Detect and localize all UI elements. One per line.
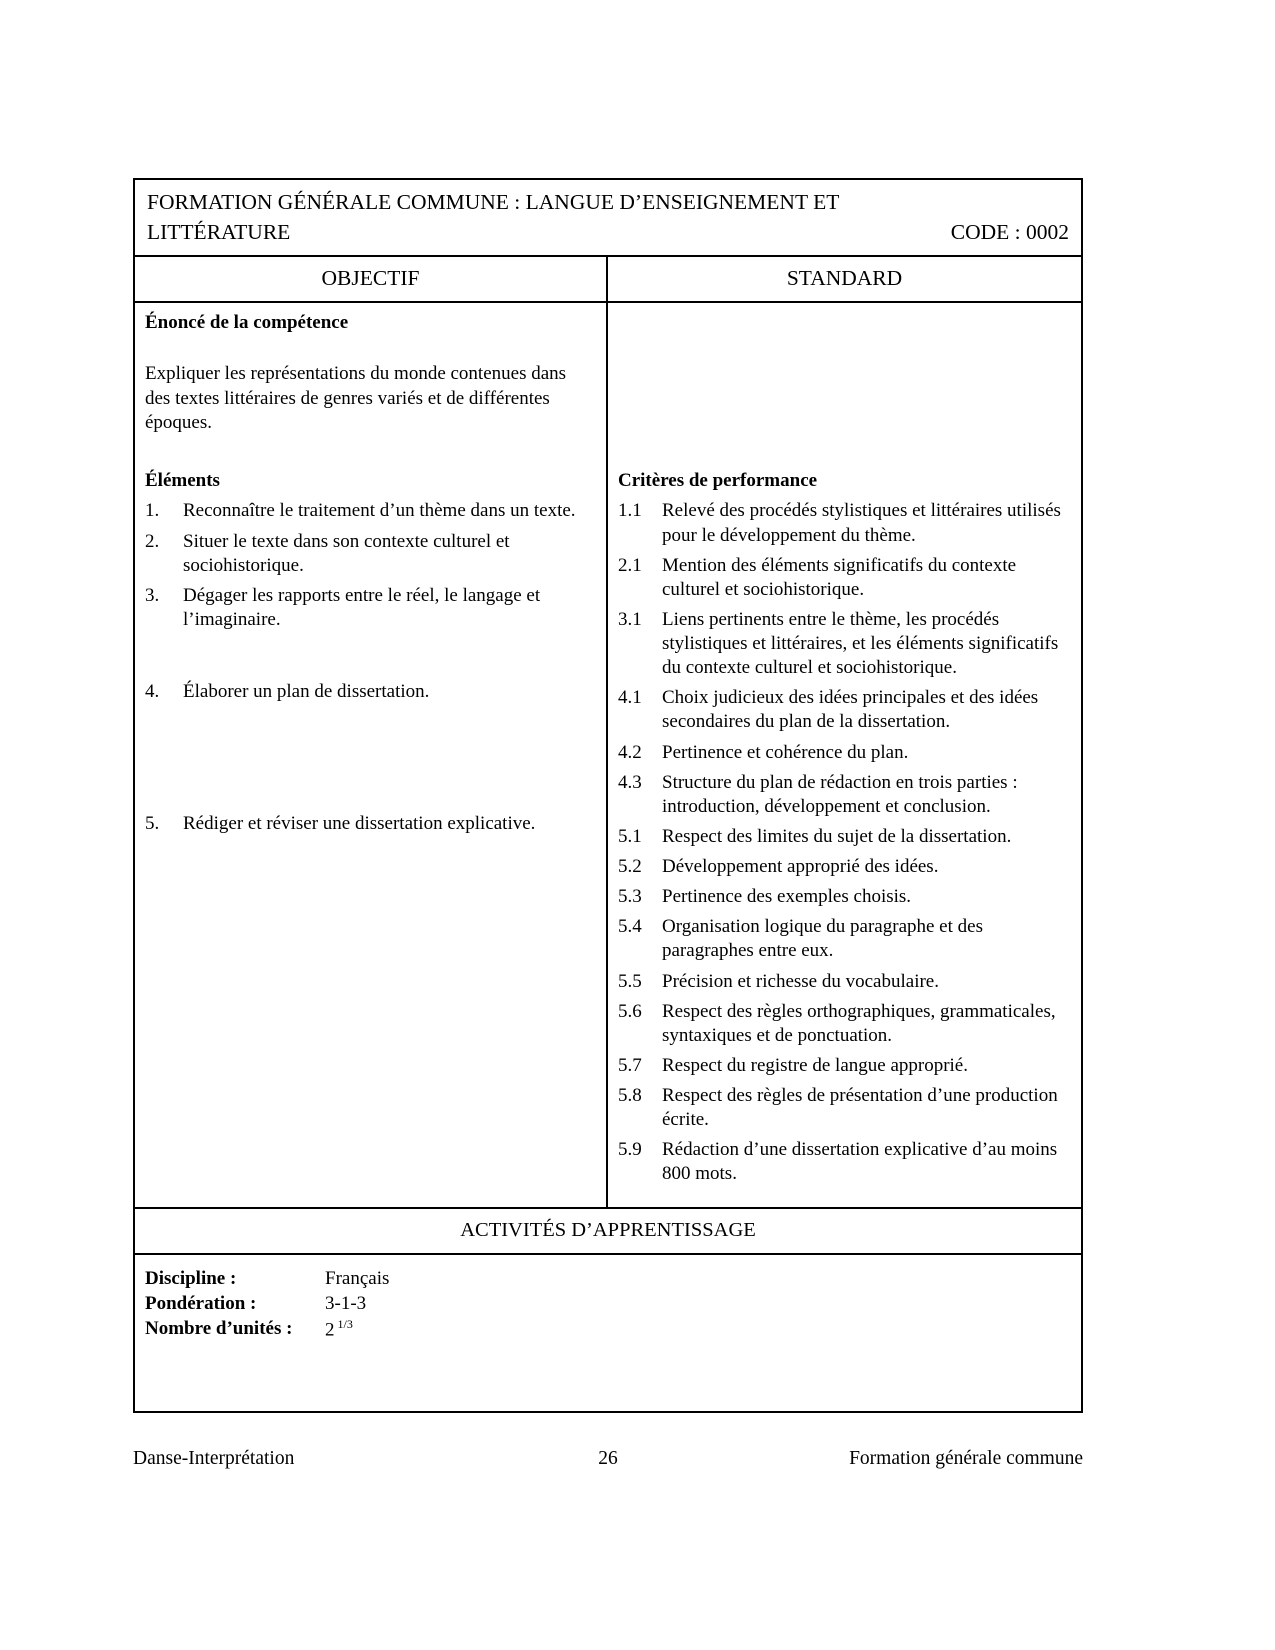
- discipline-value: Français: [325, 1267, 390, 1289]
- elements-list: [145, 499, 594, 836]
- critere-text: Relevé des procédés stylistiques et littéraires utilisés pour le développement du thème.: [662, 500, 1061, 546]
- details-row: [135, 1255, 1081, 1411]
- element-text: Dégager les rapports entre le réel, le langage et l’imaginaire.: [183, 584, 541, 630]
- critere-item-5-2: [618, 855, 1069, 879]
- critere-text: Rédaction d’une dissertation explicative d’au moins 800 mots.: [662, 1139, 1058, 1185]
- element-text: Reconnaître le traitement d’un thème dans un texte.: [183, 500, 576, 522]
- details-grid: [145, 1267, 1071, 1342]
- critere-text: Respect du registre de langue approprié.: [662, 1054, 968, 1076]
- element-number: 5.: [145, 813, 160, 835]
- critere-item-5-4: [618, 915, 1069, 963]
- element-item-4: [145, 680, 594, 704]
- critere-item-5-1: [618, 825, 1069, 849]
- ponderation-label: Pondération :: [145, 1292, 257, 1314]
- document-title-line2-row: [147, 218, 1069, 248]
- enonce-block: [145, 311, 594, 469]
- unites-whole: 2: [325, 1319, 335, 1341]
- activites-heading: ACTIVITÉS D’APPRENTISSAGE: [135, 1209, 1081, 1255]
- critere-number: 5.6: [618, 1000, 642, 1022]
- standard-cell: [608, 303, 1081, 1206]
- critere-text: Mention des éléments significatifs du contexte culturel et sociohistorique.: [662, 554, 1017, 600]
- critere-item-5-9: [618, 1138, 1069, 1186]
- objectif-cell: [135, 303, 608, 1206]
- critere-number: 5.1: [618, 825, 642, 847]
- document-title-line1: FORMATION GÉNÉRALE COMMUNE : LANGUE D’ENSEIGNEMENT ET: [147, 190, 840, 214]
- element-text: Élaborer un plan de dissertation.: [183, 681, 430, 703]
- critere-text: Pertinence des exemples choisis.: [662, 886, 912, 908]
- footer-section: Formation générale commune: [849, 1448, 1084, 1469]
- criteres-heading: Critères de performance: [618, 470, 818, 492]
- column-header-standard: STANDARD: [786, 266, 903, 291]
- unites-fraction: 1/3: [337, 1317, 353, 1332]
- enonce-heading: Énoncé de la compétence: [145, 312, 349, 334]
- discipline-label: Discipline :: [145, 1267, 237, 1289]
- element-number: 2.: [145, 530, 160, 552]
- ponderation-value: 3-1-3: [325, 1292, 367, 1314]
- critere-item-3-1: [618, 608, 1069, 680]
- critere-number: 2.1: [618, 554, 642, 576]
- course-code: CODE : 0002: [950, 219, 1069, 244]
- critere-item-5-5: [618, 970, 1069, 994]
- page-footer: [133, 1448, 1083, 1470]
- element-number: 4.: [145, 681, 160, 703]
- critere-number: 5.7: [618, 1054, 642, 1076]
- critere-text: Respect des limites du sujet de la dissertation.: [662, 825, 1012, 847]
- critere-item-5-6: [618, 1000, 1069, 1048]
- document-title-line2: LITTÉRATURE: [147, 219, 291, 244]
- critere-text: Précision et richesse du vocabulaire.: [662, 970, 939, 992]
- element-item-3: [145, 584, 594, 632]
- criteres-list: [618, 499, 1069, 1186]
- critere-item-2-1: [618, 554, 1069, 602]
- standard-spacer-block: [618, 311, 1069, 469]
- element-item-2: [145, 530, 594, 578]
- element-number: 3.: [145, 584, 160, 606]
- critere-number: 5.3: [618, 886, 642, 908]
- critere-number: 4.3: [618, 771, 642, 793]
- element-item-1: [145, 499, 594, 523]
- element-text: Rédiger et réviser une dissertation explicative.: [183, 813, 536, 835]
- critere-item-4-1: [618, 686, 1069, 734]
- critere-number: 5.5: [618, 970, 642, 992]
- critere-item-1-1: [618, 499, 1069, 547]
- column-header-objectif: OBJECTIF: [135, 257, 608, 301]
- table-title-row: [135, 180, 1081, 257]
- critere-item-5-3: [618, 885, 1069, 909]
- critere-number: 5.4: [618, 916, 642, 938]
- critere-item-4-3: [618, 771, 1069, 819]
- critere-item-5-8: [618, 1084, 1069, 1132]
- critere-number: 1.1: [618, 500, 642, 522]
- table-body-row: [135, 303, 1081, 1208]
- course-objective-table: [133, 178, 1083, 1413]
- critere-number: 5.8: [618, 1085, 642, 1107]
- critere-number: 5.2: [618, 856, 642, 878]
- critere-text: Structure du plan de rédaction en trois parties : introduction, développement et conclusion.: [662, 771, 1018, 817]
- unites-value: [325, 1317, 1071, 1342]
- elements-heading: Éléments: [145, 470, 220, 492]
- critere-text: Respect des règles orthographiques, grammaticales, syntaxiques et de ponctuation.: [662, 1000, 1056, 1046]
- critere-item-4-2: [618, 741, 1069, 765]
- element-item-5: [145, 812, 594, 836]
- critere-text: Organisation logique du paragraphe et des paragraphes entre eux.: [662, 916, 983, 962]
- critere-number: 3.1: [618, 608, 642, 630]
- element-number: 1.: [145, 500, 160, 522]
- enonce-text: Expliquer les représentations du monde contenues dans des textes littéraires de genres variés et de différentes époques.: [145, 363, 567, 433]
- critere-text: Respect des règles de présentation d’une production écrite.: [662, 1085, 1058, 1131]
- unites-label: Nombre d’unités :: [145, 1318, 293, 1340]
- column-headers-row: [135, 257, 1081, 303]
- critere-text: Choix judicieux des idées principales et des idées secondaires du plan de la dissertation.: [662, 687, 1039, 733]
- critere-number: 5.9: [618, 1139, 642, 1161]
- critere-text: Développement approprié des idées.: [662, 856, 939, 878]
- critere-text: Liens pertinents entre le thème, les procédés stylistiques et littéraires, et les éléments significatifs du contexte culturel et sociohistorique.: [662, 608, 1059, 679]
- critere-text: Pertinence et cohérence du plan.: [662, 741, 909, 763]
- footer-program: Danse-Interprétation: [133, 1448, 295, 1469]
- element-text: Situer le texte dans son contexte culturel et sociohistorique.: [183, 530, 510, 576]
- critere-number: 4.1: [618, 687, 642, 709]
- critere-item-5-7: [618, 1054, 1069, 1078]
- footer-page-number: 26: [598, 1448, 618, 1469]
- critere-number: 4.2: [618, 741, 642, 763]
